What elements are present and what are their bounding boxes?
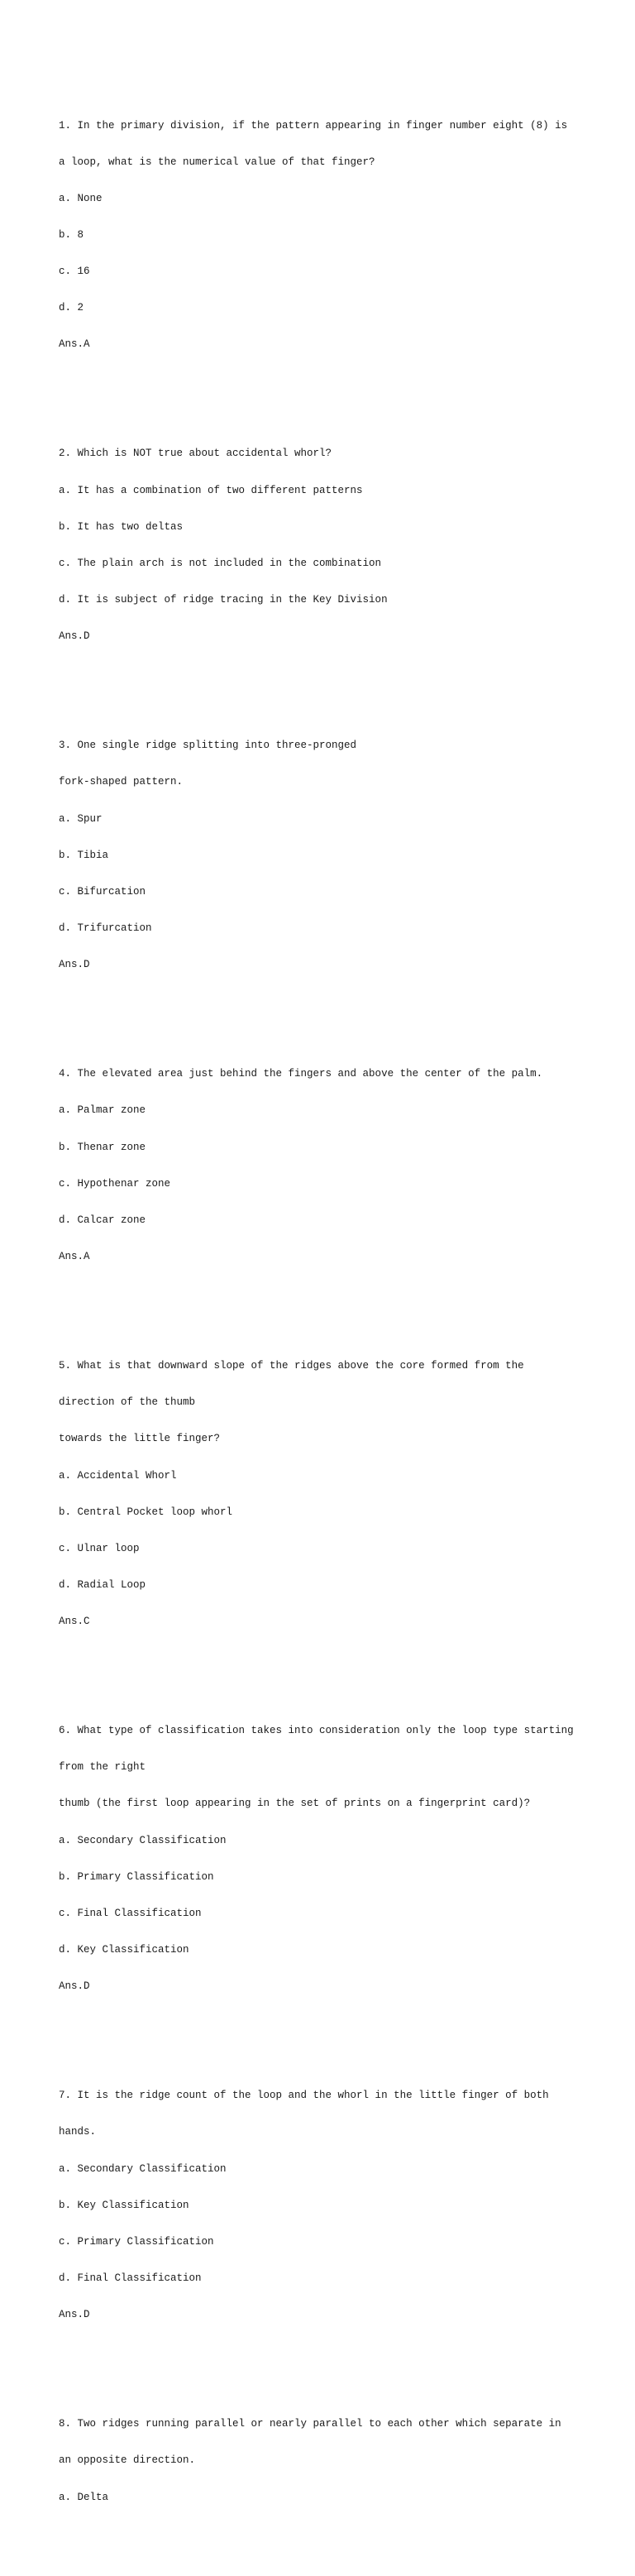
question-1 <box>59 95 596 375</box>
option: c. Ulnar loop <box>59 1542 140 1554</box>
question-5 <box>59 1336 596 1652</box>
option: c. Primary Classification <box>59 2235 214 2248</box>
option: b. Key Classification <box>59 2199 189 2211</box>
option: b. Central Pocket loop whorl <box>59 1506 233 1518</box>
option: d. Calcar zone <box>59 1214 146 1226</box>
question-text: 4. The elevated area just behind the fingers and above the center of the palm. <box>59 1068 543 1080</box>
option: a. Accidental Whorl <box>59 1469 177 1482</box>
option: d. It is subject of ridge tracing in the Key Division <box>59 593 388 606</box>
answer: Ans.D <box>59 1980 90 1993</box>
question-text: 5. What is that downward slope of the ridges above the core formed from the <box>59 1360 524 1372</box>
option: c. The plain arch is not included in the combination <box>59 557 382 569</box>
option: d. Trifurcation <box>59 922 152 934</box>
option: d. Key Classification <box>59 1943 189 1956</box>
question-4 <box>59 1044 596 1287</box>
option: b. Primary Classification <box>59 1870 214 1883</box>
option: b. 8 <box>59 228 84 241</box>
question-text: towards the little finger? <box>59 1433 221 1445</box>
question-text: 7. It is the ridge count of the loop and the whorl in the little finger of both <box>59 2090 549 2102</box>
question-text: fork-shaped pattern. <box>59 776 184 788</box>
question-text: 1. In the primary division, if the pattern appearing in finger number eight (8) is <box>59 119 568 132</box>
question-text: 8. Two ridges running parallel or nearly parallel to each other which separate in <box>59 2418 561 2430</box>
option: a. Secondary Classification <box>59 1834 227 1846</box>
question-text: 2. Which is NOT true about accidental whorl? <box>59 448 332 460</box>
answer: Ans.D <box>59 959 90 970</box>
question-7 <box>59 2066 596 2345</box>
option: a. Palmar zone <box>59 1104 146 1117</box>
question-6 <box>59 1701 596 2017</box>
option: b. Thenar zone <box>59 1141 146 1153</box>
question-3 <box>59 716 596 995</box>
answer: Ans.D <box>59 2308 90 2320</box>
answer: Ans.A <box>59 1250 90 1262</box>
option: c. 16 <box>59 265 90 277</box>
option: d. Radial Loop <box>59 1578 146 1591</box>
option: b. Tibia <box>59 849 109 861</box>
question-8 <box>59 2394 596 2528</box>
question-text: 3. One single ridge splitting into three-pronged <box>59 740 357 752</box>
question-2 <box>59 424 596 667</box>
option: b. It has two deltas <box>59 520 184 533</box>
question-text: hands. <box>59 2126 97 2138</box>
answer: Ans.D <box>59 630 90 643</box>
option: d. 2 <box>59 302 84 314</box>
answer: Ans.A <box>59 338 90 351</box>
question-text: from the right <box>59 1761 146 1774</box>
question-text: direction of the thumb <box>59 1396 196 1409</box>
question-text: an opposite direction. <box>59 2454 196 2467</box>
answer: Ans.C <box>59 1615 90 1627</box>
option: a. Delta <box>59 2491 109 2503</box>
option: c. Final Classification <box>59 1907 202 1919</box>
option: c. Hypothenar zone <box>59 1177 171 1190</box>
option: d. Final Classification <box>59 2272 202 2284</box>
option: a. None <box>59 192 103 204</box>
option: a. It has a combination of two different patterns <box>59 484 363 496</box>
question-text: a loop, what is the numerical value of that finger? <box>59 156 375 168</box>
option: a. Secondary Classification <box>59 2162 227 2175</box>
question-list <box>59 59 596 2576</box>
question-text: thumb (the first loop appearing in the set of prints on a fingerprint card)? <box>59 1798 531 1810</box>
option: c. Bifurcation <box>59 885 146 898</box>
option: a. Spur <box>59 812 103 825</box>
question-text: 6. What type of classification takes into consideration only the loop type starting <box>59 1725 574 1737</box>
